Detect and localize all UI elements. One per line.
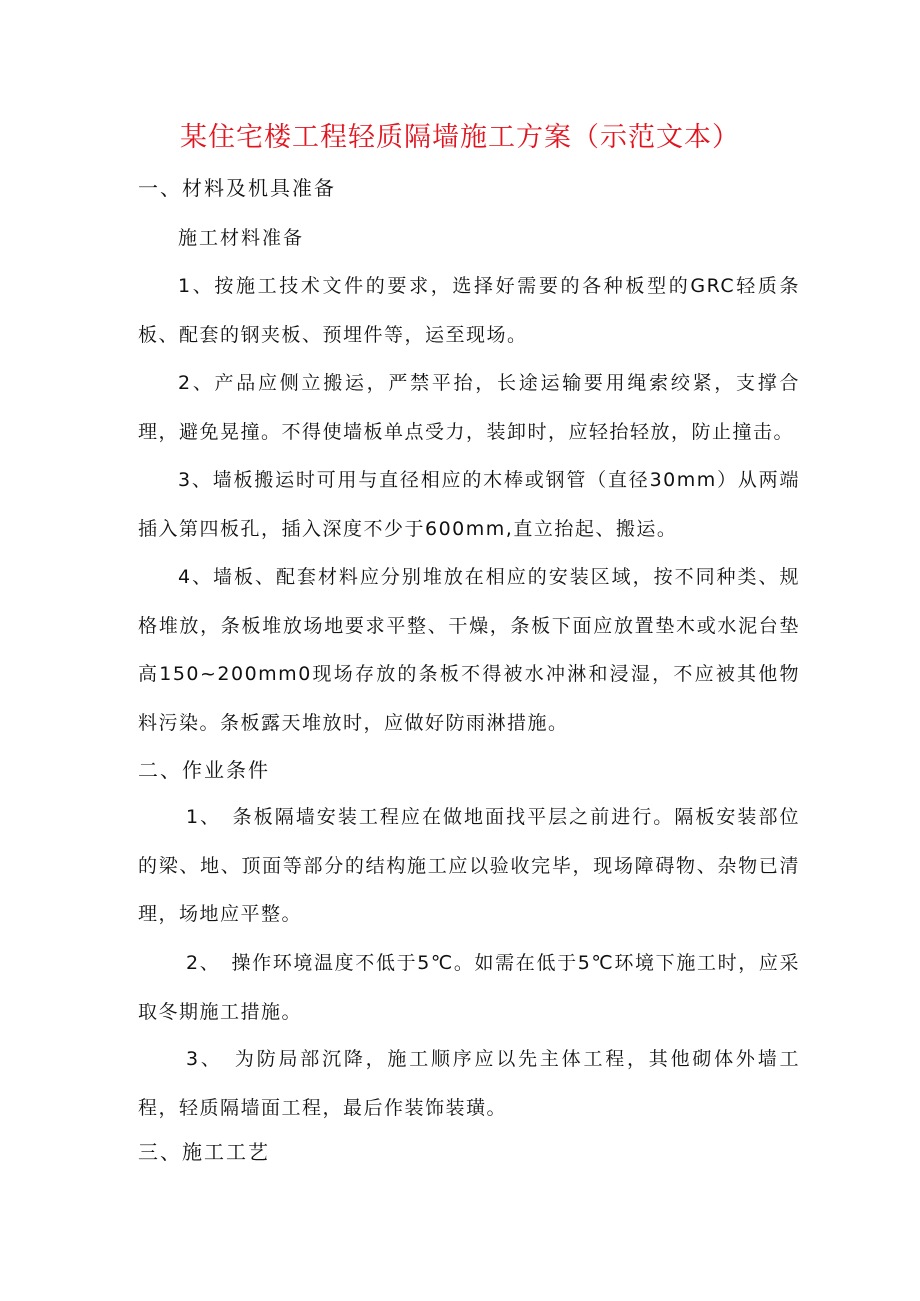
- section1-paragraph-4: 4、墙板、配套材料应分别堆放在相应的安装区域，按不同种类、规格堆放，条板堆放场地要求平整、干燥，条板下面应放置垫木或水泥台垫高150~200mm0现场存放的条板不得被水冲淋和浸湿，不应被其他物料污染。条板露天堆放时，应做好防雨淋措施。: [138, 566, 800, 734]
- section2-paragraph-2: 2、 操作环境温度不低于5℃。如需在低于5℃环境下施工时，应采取冬期施工措施。: [138, 952, 800, 1023]
- section1-paragraph-2: 2、产品应侧立搬运，严禁平抬，长途运输要用绳索绞紧，支撑合理，避免晃撞。不得使墙板单点受力，装卸时，应轻抬轻放，防止撞击。: [138, 372, 800, 443]
- section1-paragraph-3: 3、墙板搬运时可用与直径相应的木棒或钢管（直径30mm）从两端插入第四板孔，插入深度不少于600mm,直立抬起、搬运。: [138, 469, 800, 540]
- section1-heading: 一、材料及机具准备: [138, 176, 336, 200]
- document-title: 某住宅楼工程轻质隔墙施工方案（示范文本）: [180, 122, 740, 153]
- section2-heading: 二、作业条件: [138, 758, 270, 782]
- section1-subheading: 施工材料准备: [178, 227, 305, 249]
- section2-paragraph-3: 3、 为防局部沉降，施工顺序应以先主体工程，其他砌体外墙工程，轻质隔墙面工程，最后作装饰装璜。: [138, 1048, 800, 1119]
- section3-heading: 三、施工工艺: [138, 1140, 270, 1164]
- section2-paragraph-1: 1、 条板隔墙安装工程应在做地面找平层之前进行。隔板安装部位的梁、地、顶面等部分的结构施工应以验收完毕，现场障碍物、杂物已清理，场地应平整。: [138, 806, 800, 925]
- section1-paragraph-1: 1、按施工技术文件的要求，选择好需要的各种板型的GRC轻质条板、配套的钢夹板、预埋件等，运至现场。: [138, 275, 800, 346]
